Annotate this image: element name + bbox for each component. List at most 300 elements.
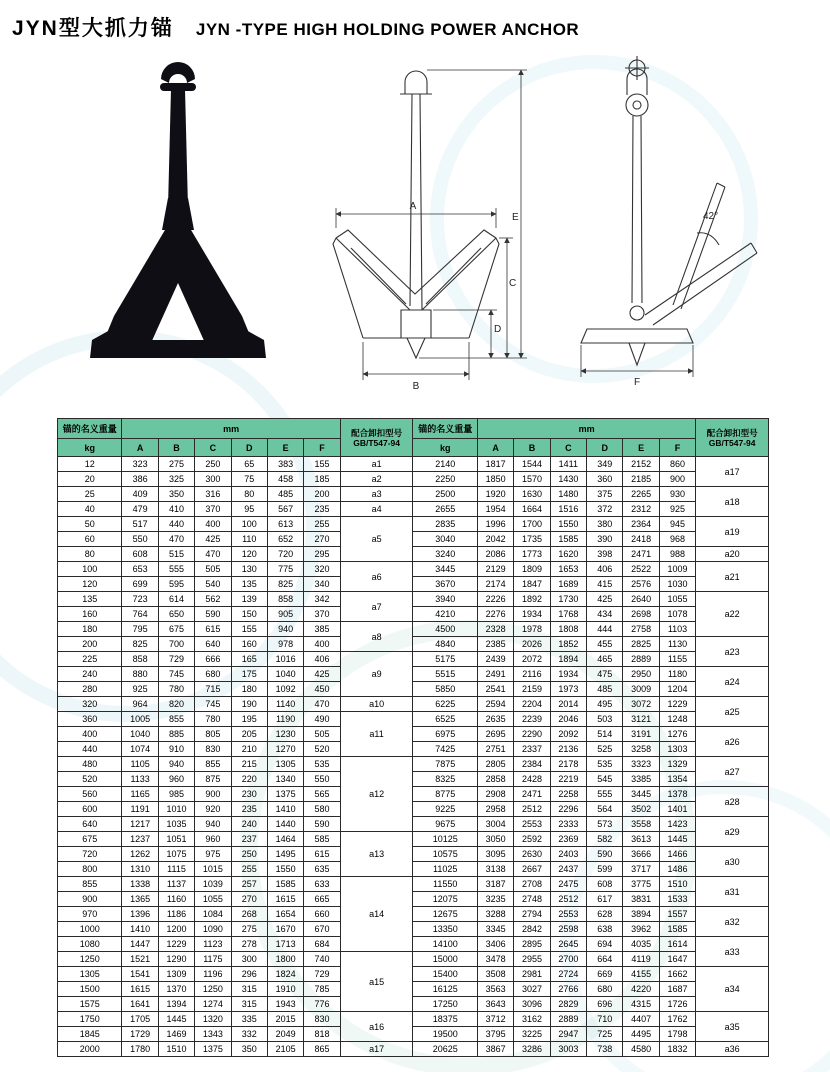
shackle-cell: a2 [340, 472, 413, 487]
shackle-cell: a20 [696, 547, 769, 562]
weight-cell: 3040 [413, 532, 477, 547]
table-row [58, 532, 769, 547]
dim-cell: 1204 [659, 682, 695, 697]
shackle-cell: a24 [696, 667, 769, 697]
weight-cell: 800 [58, 862, 122, 877]
dim-cell: 580 [304, 802, 340, 817]
dim-cell: 2950 [623, 667, 659, 682]
dim-cell: 1262 [122, 847, 158, 862]
dim-cell: 3643 [477, 997, 513, 1012]
dim-cell: 3558 [623, 817, 659, 832]
dim-cell: 1370 [158, 982, 194, 997]
dim-cell: 650 [158, 607, 194, 622]
dim-cell: 1200 [158, 922, 194, 937]
dim-cell: 1705 [122, 1012, 158, 1027]
dim-cell: 475 [587, 667, 623, 682]
dim-cell: 1973 [550, 682, 586, 697]
weight-cell: 15400 [413, 967, 477, 982]
dim-cell: 2046 [550, 712, 586, 727]
col-F-right: F [659, 439, 695, 457]
dim-cell: 3072 [623, 697, 659, 712]
dim-cell: 3445 [623, 787, 659, 802]
shackle-cell: a9 [340, 652, 413, 697]
anchor-table-body [58, 457, 769, 1057]
dim-cell: 1466 [659, 847, 695, 862]
dim-cell: 235 [304, 502, 340, 517]
dim-cell: 1248 [659, 712, 695, 727]
dim-cell: 2364 [623, 517, 659, 532]
weight-cell: 640 [58, 817, 122, 832]
dim-cell: 2475 [550, 877, 586, 892]
dim-cell: 65 [231, 457, 267, 472]
table-row [58, 457, 769, 472]
dim-cell: 2337 [514, 742, 550, 757]
dim-cell: 315 [231, 982, 267, 997]
dim-cell: 2981 [514, 967, 550, 982]
dim-cell: 2522 [623, 562, 659, 577]
dim-cell: 205 [231, 727, 267, 742]
dim-cell: 2437 [550, 862, 586, 877]
dim-cell: 3003 [550, 1042, 586, 1057]
table-row [58, 862, 769, 877]
dim-cell: 860 [659, 457, 695, 472]
col-D-left: D [231, 439, 267, 457]
shackle-cell: a19 [696, 517, 769, 547]
dim-cell: 1910 [267, 982, 303, 997]
dim-cell: 320 [304, 562, 340, 577]
dim-cell: 386 [122, 472, 158, 487]
dim-cell: 165 [231, 652, 267, 667]
weight-cell: 4210 [413, 607, 477, 622]
anchor-outline [333, 71, 502, 358]
dim-cell: 1780 [122, 1042, 158, 1057]
dim-cell: 968 [659, 532, 695, 547]
dim-cell: 1160 [158, 892, 194, 907]
dim-cell: 1016 [267, 652, 303, 667]
weight-cell: 280 [58, 682, 122, 697]
dim-cell: 653 [122, 562, 158, 577]
shackle-cell: a17 [340, 1042, 413, 1057]
dim-cell: 745 [195, 697, 231, 712]
weight-cell: 8325 [413, 772, 477, 787]
dim-cell: 1105 [122, 757, 158, 772]
weight-cell: 10575 [413, 847, 477, 862]
shackle-cell: a10 [340, 697, 413, 712]
dim-cell: 615 [195, 622, 231, 637]
dim-cell: 2290 [514, 727, 550, 742]
weight-cell: 5515 [413, 667, 477, 682]
dim-cell: 2471 [514, 787, 550, 802]
col-F-left: F [304, 439, 340, 457]
table-row [58, 502, 769, 517]
dim-cell: 2630 [514, 847, 550, 862]
weight-cell: 15000 [413, 952, 477, 967]
dim-cell: 220 [231, 772, 267, 787]
weight-cell: 135 [58, 592, 122, 607]
dim-cell: 1726 [659, 997, 695, 1012]
dim-cell: 666 [195, 652, 231, 667]
dim-cell: 4407 [623, 1012, 659, 1027]
anchor-photo-figure [88, 58, 268, 378]
dim-cell: 3385 [623, 772, 659, 787]
dim-cell: 2829 [550, 997, 586, 1012]
weight-cell: 100 [58, 562, 122, 577]
dim-cell: 1729 [122, 1027, 158, 1042]
dim-cell: 465 [587, 652, 623, 667]
title-chinese: JYN型大抓力锚 [12, 17, 174, 40]
dim-cell: 3894 [623, 907, 659, 922]
dim-cell: 4580 [623, 1042, 659, 1057]
dim-cell: 1103 [659, 622, 695, 637]
dim-cell: 2708 [514, 877, 550, 892]
dim-cell: 240 [231, 817, 267, 832]
dim-cell: 1480 [550, 487, 586, 502]
shackle-cell: a35 [696, 1012, 769, 1042]
dim-cell: 1375 [195, 1042, 231, 1057]
table-row [58, 1042, 769, 1057]
dim-cell: 1934 [550, 667, 586, 682]
dim-cell: 1798 [659, 1027, 695, 1042]
dim-cell: 444 [587, 622, 623, 637]
dim-cell: 710 [587, 1012, 623, 1027]
dim-cell: 590 [587, 847, 623, 862]
dim-cell: 1730 [550, 592, 586, 607]
dim-cell: 723 [122, 592, 158, 607]
dim-cell: 805 [195, 727, 231, 742]
shackle-cell: a3 [340, 487, 413, 502]
weight-cell: 18375 [413, 1012, 477, 1027]
dim-cell: 1270 [267, 742, 303, 757]
anchor-side-outline [581, 56, 757, 365]
dim-cell: 95 [231, 502, 267, 517]
shackle-header-zh: 配合卸扣型号 [706, 427, 758, 438]
dim-cell: 3235 [477, 892, 513, 907]
dim-cell: 920 [195, 802, 231, 817]
dim-cell: 1309 [158, 967, 194, 982]
dim-cell: 2724 [550, 967, 586, 982]
weight-cell: 12675 [413, 907, 477, 922]
dim-cell: 2026 [514, 637, 550, 652]
dim-cell: 3717 [623, 862, 659, 877]
dim-cell: 503 [587, 712, 623, 727]
weight-cell: 120 [58, 577, 122, 592]
dim-cell: 235 [231, 802, 267, 817]
dim-cell: 415 [587, 577, 623, 592]
dim-cell: 1290 [158, 952, 194, 967]
weight-cell: 440 [58, 742, 122, 757]
dim-cell: 684 [304, 937, 340, 952]
dim-cell: 295 [304, 547, 340, 562]
dim-cell: 2226 [477, 592, 513, 607]
dim-cell: 675 [158, 622, 194, 637]
dim-cell: 270 [231, 892, 267, 907]
dim-cell: 2178 [550, 757, 586, 772]
dim-cell: 1078 [659, 607, 695, 622]
dim-cell: 1237 [122, 832, 158, 847]
dim-cell: 3508 [477, 967, 513, 982]
dim-cell: 858 [122, 652, 158, 667]
dim-cell: 535 [587, 757, 623, 772]
dim-cell: 3004 [477, 817, 513, 832]
dim-cell: 2512 [514, 802, 550, 817]
table-row [58, 712, 769, 727]
dim-cell: 3795 [477, 1027, 513, 1042]
dim-cell: 250 [195, 457, 231, 472]
dim-cell: 1521 [122, 952, 158, 967]
weight-cell: 5850 [413, 682, 477, 697]
dim-cell: 1641 [122, 997, 158, 1012]
dim-cell: 3121 [623, 712, 659, 727]
dim-cell: 3009 [623, 682, 659, 697]
dim-cell: 1585 [659, 922, 695, 937]
dim-cell: 1585 [550, 532, 586, 547]
dim-cell: 1735 [514, 532, 550, 547]
weight-cell: 12075 [413, 892, 477, 907]
weight-cell: 160 [58, 607, 122, 622]
dim-cell: 3613 [623, 832, 659, 847]
shackle-header-zh: 配合卸扣型号 [351, 427, 403, 438]
dim-cell: 3962 [623, 922, 659, 937]
weight-cell: 2250 [413, 472, 477, 487]
dim-cell: 820 [158, 697, 194, 712]
table-subheader-row [58, 439, 769, 457]
dim-cell: 550 [122, 532, 158, 547]
dim-cell: 3096 [514, 997, 550, 1012]
dim-cell: 3027 [514, 982, 550, 997]
dim-cell: 1647 [659, 952, 695, 967]
dim-cell: 2092 [550, 727, 586, 742]
dim-cell: 2700 [550, 952, 586, 967]
dim-cell: 1055 [659, 592, 695, 607]
dim-cell: 1620 [550, 547, 586, 562]
dim-cell: 2598 [550, 922, 586, 937]
weight-cell: 14100 [413, 937, 477, 952]
dim-cell: 1401 [659, 802, 695, 817]
dim-cell: 2947 [550, 1027, 586, 1042]
dim-cell: 3478 [477, 952, 513, 967]
dim-cell: 2667 [514, 862, 550, 877]
weight-cell: 60 [58, 532, 122, 547]
shackle-cell: a22 [696, 592, 769, 637]
dim-cell: 858 [267, 592, 303, 607]
dim-cell: 3323 [623, 757, 659, 772]
dim-cell: 1934 [514, 607, 550, 622]
dim-cell: 1375 [267, 787, 303, 802]
dim-cell: 270 [304, 532, 340, 547]
dim-cell: 680 [587, 982, 623, 997]
dim-cell: 930 [659, 487, 695, 502]
dim-cell: 1800 [267, 952, 303, 967]
table-row [58, 742, 769, 757]
dim-cell: 335 [231, 1012, 267, 1027]
dim-cell: 360 [587, 472, 623, 487]
dim-cell: 1229 [659, 697, 695, 712]
dim-cell: 2105 [267, 1042, 303, 1057]
dim-cell: 1630 [514, 487, 550, 502]
dim-cell: 567 [267, 502, 303, 517]
dim-cell: 155 [304, 457, 340, 472]
weight-cell: 2500 [413, 487, 477, 502]
weight-cell: 20 [58, 472, 122, 487]
dim-cell: 910 [158, 742, 194, 757]
dim-cell: 3187 [477, 877, 513, 892]
dim-cell: 617 [587, 892, 623, 907]
dim-cell: 268 [231, 907, 267, 922]
dim-cell: 1954 [477, 502, 513, 517]
anchor-silhouette-drawing [88, 58, 268, 378]
dim-cell: 1320 [195, 1012, 231, 1027]
weight-cell: 200 [58, 637, 122, 652]
weight-cell: 17250 [413, 997, 477, 1012]
table-row [58, 952, 769, 967]
dim-cell: 635 [304, 862, 340, 877]
table-row [58, 832, 769, 847]
table-row [58, 592, 769, 607]
shackle-cell: a15 [340, 952, 413, 1012]
dim-cell: 1557 [659, 907, 695, 922]
page-title [12, 12, 579, 42]
dim-cell: 1892 [514, 592, 550, 607]
dim-cell: 729 [158, 652, 194, 667]
dim-cell: 350 [158, 487, 194, 502]
dim-cell: 1039 [195, 877, 231, 892]
dim-cell: 1250 [195, 982, 231, 997]
dim-cell: 2265 [623, 487, 659, 502]
dim-cell: 1394 [158, 997, 194, 1012]
dim-cell: 4035 [623, 937, 659, 952]
dim-cell: 1615 [267, 892, 303, 907]
dim-cell: 1303 [659, 742, 695, 757]
dim-cell: 406 [587, 562, 623, 577]
dim-cell: 2592 [514, 832, 550, 847]
dim-cell: 3225 [514, 1027, 550, 1042]
dim-cell: 185 [304, 472, 340, 487]
dim-cell: 434 [587, 607, 623, 622]
dim-cell: 1670 [267, 922, 303, 937]
dim-cell: 400 [304, 637, 340, 652]
weight-cell: 4500 [413, 622, 477, 637]
dim-cell: 2174 [477, 577, 513, 592]
dim-cell: 925 [659, 502, 695, 517]
dim-cell: 195 [231, 712, 267, 727]
dim-cell: 2645 [550, 937, 586, 952]
dim-cell: 545 [587, 772, 623, 787]
dim-cell: 1445 [659, 832, 695, 847]
shackle-cell: a8 [340, 622, 413, 652]
dim-cell: 2116 [514, 667, 550, 682]
table-row [58, 637, 769, 652]
shackle-cell: a1 [340, 457, 413, 472]
dim-cell: 725 [587, 1027, 623, 1042]
dim-cell: 2889 [550, 1012, 586, 1027]
weight-cell: 560 [58, 787, 122, 802]
dim-cell: 4155 [623, 967, 659, 982]
dim-cell: 1894 [550, 652, 586, 667]
dim-cell: 3286 [514, 1042, 550, 1057]
dim-cell: 1274 [195, 997, 231, 1012]
weight-cell: 970 [58, 907, 122, 922]
dim-cell: 1687 [659, 982, 695, 997]
dim-cell: 2333 [550, 817, 586, 832]
dim-cell: 2185 [623, 472, 659, 487]
dim-cell: 2014 [550, 697, 586, 712]
dim-cell: 150 [231, 607, 267, 622]
weight-cell: 12 [58, 457, 122, 472]
weight-cell: 600 [58, 802, 122, 817]
dim-cell: 638 [587, 922, 623, 937]
dim-cell: 300 [195, 472, 231, 487]
dim-cell: 2512 [550, 892, 586, 907]
table-row [58, 562, 769, 577]
dim-cell: 390 [587, 532, 623, 547]
side-view-drawing [565, 55, 775, 390]
col-D-right: D [587, 439, 623, 457]
dim-cell: 190 [231, 697, 267, 712]
dim-cell: 100 [231, 517, 267, 532]
dim-cell: 1030 [659, 577, 695, 592]
weight-cell: 400 [58, 727, 122, 742]
table-row [58, 622, 769, 637]
dim-cell: 562 [195, 592, 231, 607]
dim-cell: 2842 [514, 922, 550, 937]
dim-cell: 680 [195, 667, 231, 682]
dim-cell: 1445 [158, 1012, 194, 1027]
weight-cell: 225 [58, 652, 122, 667]
dim-cell: 940 [158, 757, 194, 772]
dim-cell: 2384 [514, 757, 550, 772]
dim-cell: 614 [158, 592, 194, 607]
table-header-row [58, 419, 769, 439]
dim-cell: 3191 [623, 727, 659, 742]
dim-cell: 825 [122, 637, 158, 652]
dim-cell: 988 [659, 547, 695, 562]
dim-cell: 1411 [550, 457, 586, 472]
dim-cell: 2152 [623, 457, 659, 472]
dim-cell: 1005 [122, 712, 158, 727]
dim-cell: 2219 [550, 772, 586, 787]
dim-cell: 1343 [195, 1027, 231, 1042]
dim-cell: 1040 [267, 667, 303, 682]
dim-cell: 2072 [514, 652, 550, 667]
dim-cell: 670 [304, 922, 340, 937]
dim-cell: 2369 [550, 832, 586, 847]
dim-cell: 455 [587, 637, 623, 652]
weight-cell: 11550 [413, 877, 477, 892]
dim-cell: 316 [195, 487, 231, 502]
dim-cell: 1996 [477, 517, 513, 532]
dim-cell: 1310 [122, 862, 158, 877]
dim-cell: 372 [587, 502, 623, 517]
weight-cell: 900 [58, 892, 122, 907]
dim-cell: 2553 [550, 907, 586, 922]
mm-header-right: mm [477, 419, 695, 439]
dim-cell: 2239 [514, 712, 550, 727]
dim-cell: 825 [267, 577, 303, 592]
dim-cell: 139 [231, 592, 267, 607]
dim-cell: 699 [122, 577, 158, 592]
dim-cell: 740 [304, 952, 340, 967]
dim-cell: 1510 [659, 877, 695, 892]
weight-cell: 2655 [413, 502, 477, 517]
dim-cell: 2204 [514, 697, 550, 712]
dim-cell: 3563 [477, 982, 513, 997]
dim-cell: 2908 [477, 787, 513, 802]
dim-cell: 2955 [514, 952, 550, 967]
table-row [58, 682, 769, 697]
dim-cell: 830 [195, 742, 231, 757]
dim-cell: 720 [267, 547, 303, 562]
table-row [58, 472, 769, 487]
